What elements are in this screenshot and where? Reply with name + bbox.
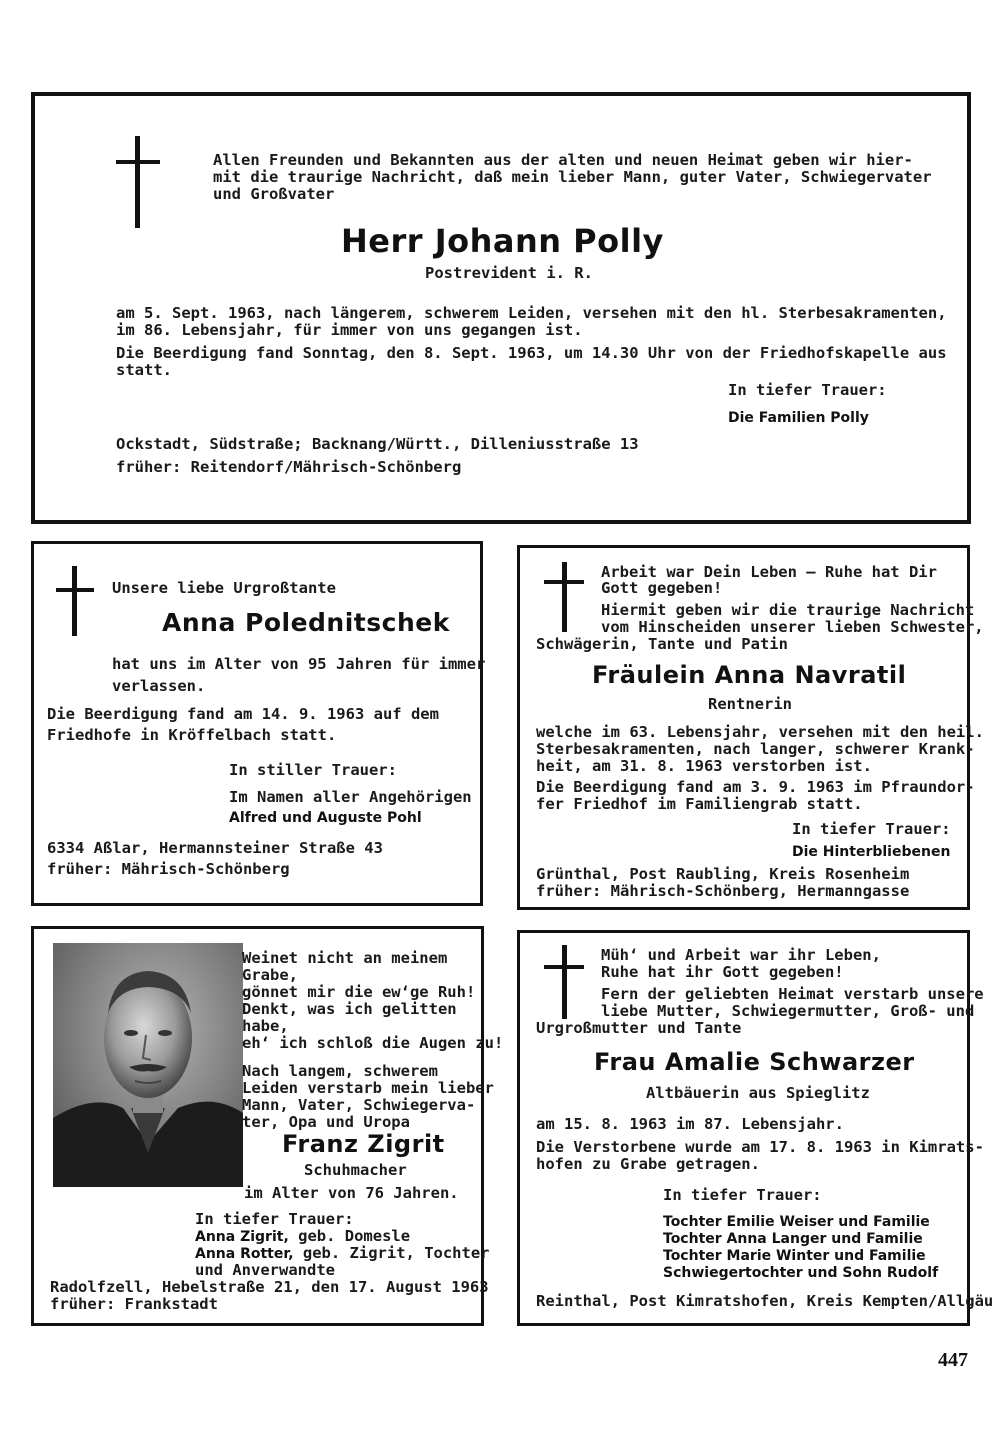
- cross-icon-bar: [544, 580, 584, 584]
- notice2-intro: Unsere liebe Urgroßtante: [112, 579, 336, 597]
- notice5-body-line1: am 15. 8. 1963 im 87. Lebensjahr.: [536, 1115, 844, 1133]
- notice4-deceased-title: Schuhmacher: [304, 1161, 407, 1179]
- cross-icon: [72, 566, 77, 636]
- notice4-poem-line8: Leiden verstarb mein lieber: [242, 1079, 494, 1097]
- notice5-body-line3: hofen zu Grabe getragen.: [536, 1155, 760, 1173]
- notice5-address: Reinthal, Post Kimratshofen, Kreis Kempten/Allgäu: [536, 1292, 994, 1310]
- notice2-address-line2: früher: Mährisch-Schönberg: [47, 860, 290, 878]
- notice5-signature-line3: Tochter Marie Winter und Familie: [663, 1248, 926, 1264]
- notice3-body-line4: Die Beerdigung fand am 3. 9. 1963 im Pfraundor-: [536, 778, 975, 796]
- notice2-body-line4: Friedhofe in Kröffelbach statt.: [47, 726, 337, 744]
- notice4-signer2-name: Anna Rotter,: [195, 1246, 294, 1262]
- notice1-intro-line3: und Großvater: [213, 185, 335, 203]
- notice1-intro-line2: mit die traurige Nachricht, daß mein lieber Mann, guter Vater, Schwiegervater: [213, 168, 932, 186]
- notice2-body-line2: verlassen.: [112, 677, 206, 695]
- notice5-signature-line1: Tochter Emilie Weiser und Familie: [663, 1214, 930, 1230]
- notice4-poem-line1: Weinet nicht an meinem: [242, 949, 448, 967]
- notice2-body-line3: Die Beerdigung fand am 14. 9. 1963 auf dem: [47, 705, 439, 723]
- notice4-signer3: und Anverwandte: [195, 1261, 335, 1279]
- notice4-mourning: In tiefer Trauer:: [195, 1210, 354, 1228]
- notice5-intro-line3: Fern der geliebten Heimat verstarb unsere: [601, 985, 984, 1003]
- notice4-deceased-name: Franz Zigrit: [282, 1130, 445, 1158]
- notice3-body-line1: welche im 63. Lebensjahr, versehen mit den heil.: [536, 723, 984, 741]
- notice4-poem-line2: Grabe,: [242, 966, 298, 984]
- notice4-signer2-rest: geb. Zigrit, Tochter: [293, 1244, 490, 1262]
- notice1-address-line1: Ockstadt, Südstraße; Backnang/Württ., Dilleniusstraße 13: [116, 435, 639, 453]
- notice3-deceased-name: Fräulein Anna Navratil: [592, 661, 907, 689]
- notice4-poem-line3: gönnet mir die ew‘ge Ruh!: [242, 983, 476, 1001]
- cross-icon: [135, 136, 140, 228]
- notice-franz-zigrit: [31, 926, 504, 1326]
- notice4-poem-line5: habe,: [242, 1017, 289, 1035]
- cross-icon-bar: [56, 588, 94, 592]
- notice3-body-line2: Sterbesakramenten, nach langer, schwerer Krank-: [536, 740, 975, 758]
- notice5-body-line2: Die Verstorbene wurde am 17. 8. 1963 in Kimrats-: [536, 1138, 984, 1156]
- notice4-address-line1: Radolfzell, Hebelstraße 21, den 17. August 1963: [50, 1278, 489, 1296]
- notice1-deceased-name: Herr Johann Polly: [341, 222, 664, 260]
- notice1-body-line4: statt.: [116, 361, 172, 379]
- notice-johann-polly: [31, 92, 971, 524]
- notice3-body-line3: heit, am 31. 8. 1963 verstorben ist.: [536, 757, 872, 775]
- notice4-poem-line7: Nach langem, schwerem: [242, 1062, 438, 1080]
- notice5-deceased-name: Frau Amalie Schwarzer: [594, 1048, 915, 1076]
- cross-icon: [562, 562, 567, 632]
- notice3-mourning: In tiefer Trauer:: [792, 820, 951, 838]
- notice3-address-line2: früher: Mährisch-Schönberg, Hermanngasse: [536, 882, 910, 900]
- cross-icon-bar: [116, 160, 160, 164]
- notice-anna-navratil: [517, 545, 984, 910]
- notice3-address-line1: Grünthal, Post Raubling, Kreis Rosenheim: [536, 865, 910, 883]
- notice2-deceased-name: Anna Polednitschek: [162, 608, 450, 637]
- notice2-body-line1: hat uns im Alter von 95 Jahren für immer: [112, 655, 486, 673]
- notice2-mourning: In stiller Trauer:: [229, 761, 397, 779]
- notice4-signer1-rest: geb. Domesle: [288, 1227, 411, 1245]
- notice5-intro-line1: Müh‘ und Arbeit war ihr Leben,: [601, 946, 881, 964]
- notice4-address-line2: früher: Frankstadt: [50, 1295, 218, 1313]
- notice1-body-line3: Die Beerdigung fand Sonntag, den 8. Sept. 1963, um 14.30 Uhr von der Friedhofskapelle aus: [116, 344, 947, 362]
- notice4-poem-line9: Mann, Vater, Schwiegerva-: [242, 1096, 476, 1114]
- notice4-poem-line4: Denkt, was ich gelitten: [242, 1000, 457, 1018]
- notice4-poem-line10: ter, Opa und Uropa: [242, 1113, 410, 1131]
- notice1-body-line1: am 5. Sept. 1963, nach längerem, schwerem Leiden, versehen mit den hl. Sterbesakramenten,: [116, 304, 947, 322]
- notice2-relatives: Im Namen aller Angehörigen: [229, 788, 472, 806]
- notice5-mourning: In tiefer Trauer:: [663, 1186, 822, 1204]
- notice-amalie-schwarzer: [517, 930, 994, 1326]
- notice5-signature-line2: Tochter Anna Langer und Familie: [663, 1231, 923, 1247]
- cross-icon: [562, 945, 567, 1019]
- notice2-signature: Alfred und Auguste Pohl: [229, 810, 422, 826]
- notice1-body-line2: im 86. Lebensjahr, für immer von uns gegangen ist.: [116, 321, 583, 339]
- notice1-deceased-title: Postrevident i. R.: [425, 264, 593, 282]
- notice-anna-polednitschek: [31, 541, 486, 906]
- notice3-deceased-title: Rentnerin: [708, 695, 792, 713]
- notice4-poem-line6: eh‘ ich schloß die Augen zu!: [242, 1034, 504, 1052]
- notice3-intro-line4: vom Hinscheiden unserer lieben Schwester,: [601, 618, 984, 636]
- notice5-deceased-title: Altbäuerin aus Spieglitz: [646, 1084, 870, 1102]
- cross-icon-bar: [544, 965, 584, 969]
- notice3-signature: Die Hinterbliebenen: [792, 844, 951, 860]
- page-number: 447: [938, 1349, 968, 1371]
- notice5-intro-line2: Ruhe hat ihr Gott gegeben!: [601, 963, 844, 981]
- notice4-age: im Alter von 76 Jahren.: [244, 1184, 459, 1202]
- notice1-mourning: In tiefer Trauer:: [728, 381, 887, 399]
- notice3-intro-line3: Hiermit geben wir die traurige Nachricht: [601, 601, 975, 619]
- notice4-signer1-name: Anna Zigrit,: [195, 1229, 289, 1245]
- notice2-address-line1: 6334 Aßlar, Hermannsteiner Straße 43: [47, 839, 383, 857]
- notice5-intro-line4: liebe Mutter, Schwiegermutter, Groß- und: [601, 1002, 975, 1020]
- notice3-intro-line5: Schwägerin, Tante und Patin: [536, 635, 788, 653]
- notice3-body-line5: fer Friedhof im Familiengrab statt.: [536, 795, 863, 813]
- notice1-address-line2: früher: Reitendorf/Mährisch-Schönberg: [116, 458, 462, 476]
- notice3-intro-line2: Gott gegeben!: [601, 579, 723, 597]
- notice5-signature-line4: Schwiegertochter und Sohn Rudolf: [663, 1265, 939, 1281]
- notice5-intro-line5: Urgroßmutter und Tante: [536, 1019, 742, 1037]
- notice1-intro-line1: Allen Freunden und Bekannten aus der alten und neuen Heimat geben wir hier-: [213, 151, 913, 169]
- notice1-signature: Die Familien Polly: [728, 410, 869, 426]
- notice3-intro-line1: Arbeit war Dein Leben — Ruhe hat Dir: [601, 563, 937, 581]
- portrait-image: [53, 943, 243, 1187]
- portrait-photo: [53, 943, 243, 1187]
